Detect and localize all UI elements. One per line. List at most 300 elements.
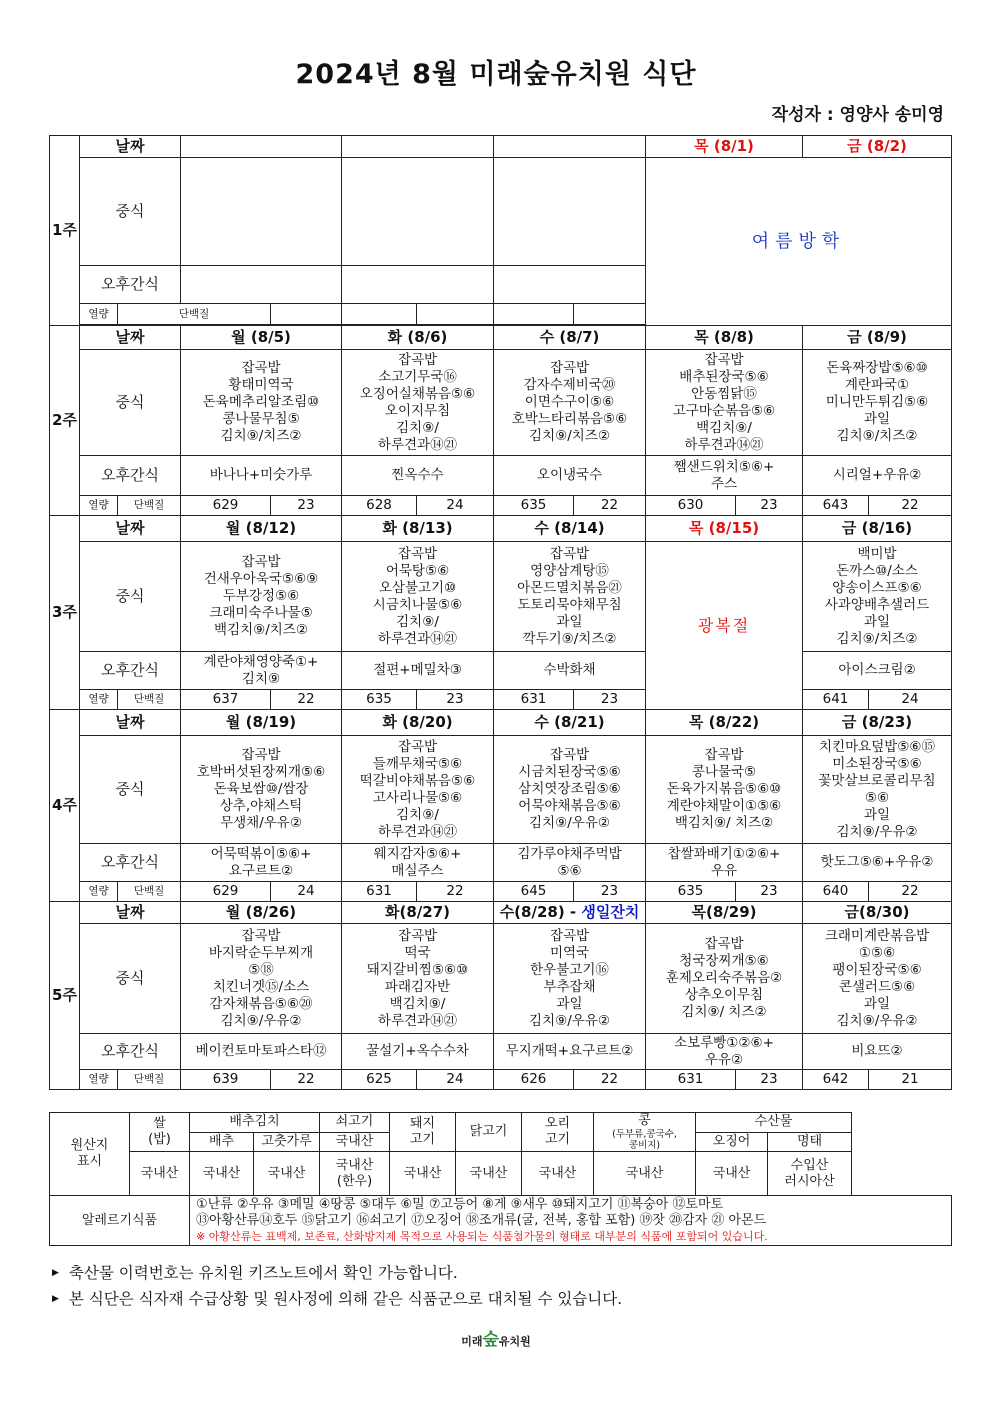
- menu-line: (밥): [148, 1132, 171, 1147]
- day-header: 목 (8/22): [646, 710, 803, 736]
- menu-line: 하루견과⑭㉑: [377, 630, 458, 647]
- protein-label: 단백질: [118, 690, 181, 710]
- menu-line: 김치⑨/우유②: [836, 823, 918, 840]
- protein-label: 단백질: [118, 304, 271, 325]
- day-header: 화 (8/6): [342, 326, 494, 350]
- menu-line: 도토리묵야채무침: [517, 596, 622, 613]
- origin-beef: 쇠고기: [320, 1113, 390, 1133]
- snack-menu: [181, 844, 342, 882]
- menu-line: 돈까스⑩/소스: [836, 562, 918, 579]
- menu-line: 시금치된장국⑤⑥: [518, 764, 621, 780]
- menu-line: ⑤⑥: [557, 862, 582, 879]
- menu-line: (두부류,콩국수,: [612, 1129, 677, 1140]
- week1-day4: 목 (8/1): [646, 136, 803, 158]
- lunch-menu: [803, 350, 952, 456]
- menu-line: 김치⑨/우유②: [220, 1012, 302, 1029]
- menu-line: 돈육짜장밥⑤⑥⑩: [826, 360, 928, 376]
- menu-line: 쨈샌드위치⑤⑥+: [673, 458, 775, 475]
- menu-line: 돈육메추리알조림⑩: [202, 394, 320, 410]
- menu-line: 호박느타리볶음⑤⑥: [511, 411, 628, 427]
- origin-bean: [594, 1113, 696, 1152]
- origin-value: 국내산: [456, 1152, 522, 1196]
- menu-line: 잡곡밥: [397, 351, 438, 368]
- menu-line: 치킨너겟⑮/소스: [212, 978, 310, 995]
- menu-line: 돈육가지볶음⑤⑥⑩: [666, 781, 782, 797]
- menu-line: 떡국: [404, 944, 431, 961]
- energy-label: 열량: [80, 882, 118, 902]
- day-header: 수(8/28) -: [499, 903, 582, 921]
- date-label: 날짜: [80, 902, 181, 924]
- menu-line: 요구르트②: [228, 862, 294, 879]
- lunch-menu: [494, 350, 646, 456]
- holiday-cell: 광복절: [646, 542, 803, 710]
- week5-label: 5주: [50, 902, 80, 1090]
- menu-line: 안동찜닭⑮: [691, 385, 757, 402]
- snack-menu: [494, 456, 646, 496]
- menu-line: 하루견과⑭㉑: [377, 823, 458, 840]
- snack-menu: [803, 652, 952, 690]
- menu-line: 찹쌀꽈배기①②⑥+: [667, 845, 781, 862]
- menu-line: 꿀설기+옥수수차: [366, 1043, 469, 1059]
- lunch-menu: [646, 736, 803, 844]
- menu-line: 원산지: [70, 1138, 109, 1153]
- menu-line: 들깨무채국⑤⑥: [372, 755, 463, 772]
- menu-line: 잡곡밥: [241, 927, 281, 944]
- lunch-menu: [181, 350, 342, 456]
- menu-line: 오이냉국수: [536, 467, 603, 483]
- menu-line: ①⑤⑥: [858, 944, 896, 961]
- kcal-value: 645: [494, 882, 574, 902]
- snack-menu: [181, 456, 342, 496]
- menu-line: 잡곡밥: [549, 927, 590, 944]
- menu-line: 감자채볶음⑤⑥⑳: [209, 995, 313, 1012]
- menu-line: 콩나물무침⑤: [222, 411, 300, 427]
- day-header: 목 (8/15): [646, 516, 803, 542]
- origin-value: [320, 1152, 390, 1196]
- kcal-value: 635: [342, 690, 417, 710]
- protein-value: 24: [869, 690, 952, 710]
- protein-label: 단백질: [118, 882, 181, 902]
- triangle-bullet-icon: ▶: [52, 1268, 59, 1278]
- lunch-label: 중식: [80, 736, 181, 844]
- logo-left: 미래: [461, 1335, 483, 1348]
- kcal-value: 643: [803, 496, 869, 516]
- menu-line: 호박버섯된장찌개⑤⑥: [196, 764, 326, 780]
- menu-line: 매실주스: [391, 862, 444, 879]
- allergy-label: 알레르기식품: [50, 1196, 190, 1246]
- lunch-menu: [803, 736, 952, 844]
- menu-line: 과일: [863, 411, 891, 427]
- day-header: 월 (8/12): [181, 516, 342, 542]
- menu-line: 바나나+미숫가루: [209, 467, 313, 483]
- snack-label: 오후간식: [80, 1034, 181, 1070]
- menu-line: 떡갈비야채볶음⑤⑥: [359, 772, 476, 789]
- allergy-line: ①난류 ②우유 ③메밀 ④땅콩 ⑤대두 ⑥밀 ⑦고등어 ⑧게 ⑨새우 ⑩돼지고기 ⑪복숭아 ⑫토마토: [196, 1196, 724, 1212]
- menu-line: 베이컨토마토파스타⑫: [195, 1043, 327, 1059]
- menu-line: 잡곡밥: [241, 554, 281, 570]
- date-label: 날짜: [80, 136, 181, 158]
- menu-line: 고구마순볶음⑤⑥: [672, 402, 776, 419]
- menu-line: 고기: [544, 1132, 571, 1147]
- menu-line: 삼치엿장조림⑤⑥: [518, 781, 621, 797]
- day-header: 목 (8/8): [646, 326, 803, 350]
- menu-line: 감자수제비국⑳: [523, 377, 616, 393]
- snack-label: 오후간식: [80, 266, 181, 304]
- day-header: 월 (8/26): [181, 902, 342, 924]
- day-header-birthday: [494, 902, 646, 924]
- date-label: 날짜: [80, 710, 181, 736]
- menu-line: 고사리나물⑤⑥: [372, 789, 463, 806]
- lunch-menu: [494, 542, 646, 652]
- menu-line: 잡곡밥: [549, 545, 590, 562]
- menu-line: 소고기무국⑯: [378, 368, 457, 385]
- menu-line: 표시: [76, 1154, 103, 1169]
- menu-line: 잡곡밥: [704, 351, 744, 368]
- note-item: [52, 1260, 622, 1286]
- snack-label: 오후간식: [80, 456, 181, 496]
- menu-line: 계란야채말이①⑤⑥: [666, 798, 782, 814]
- menu-line: 시금치나물⑤⑥: [372, 596, 463, 613]
- menu-line: 두부강정⑤⑥: [222, 588, 300, 604]
- day-header: 화(8/27): [342, 902, 494, 924]
- snack-menu: [494, 652, 646, 690]
- day-header: 목(8/29): [646, 902, 803, 924]
- menu-line: 계란파국①: [844, 377, 910, 393]
- energy-label: 열량: [80, 496, 118, 516]
- lunch-menu: [181, 736, 342, 844]
- menu-line: 하루견과⑭㉑: [684, 436, 764, 453]
- menu-line: 우유: [710, 862, 738, 879]
- menu-line: 잡곡밥: [549, 747, 590, 763]
- lunch-menu: [646, 924, 803, 1034]
- menu-line: 잡곡밥: [241, 747, 281, 763]
- menu-line: 김치⑨/우유②: [529, 1012, 610, 1029]
- menu-line: 청국장찌개⑤⑥: [679, 953, 769, 969]
- menu-line: 오징어실채볶음⑤⑥: [359, 385, 476, 402]
- day-header: 금 (8/16): [803, 516, 952, 542]
- menu-line: 수박화채: [543, 662, 596, 678]
- allergy-line: ⑬아황산류⑭호두 ⑮닭고기 ⑯쇠고기 ⑰오징어 ⑱조개류(굴, 전복, 홍합 포함) ⑲잣 ⑳감자 ㉑ 아몬드: [196, 1212, 767, 1228]
- menu-line: 잡곡밥: [241, 360, 281, 376]
- protein-label: 단백질: [118, 496, 181, 516]
- snack-menu: [494, 1034, 646, 1070]
- lunch-menu: [803, 924, 952, 1034]
- origin-squid: 오징어: [696, 1132, 768, 1152]
- kcal-value: 635: [494, 496, 574, 516]
- protein-value: 22: [271, 690, 342, 710]
- menu-line: 김치⑨/: [396, 419, 439, 436]
- lunch-label: 중식: [80, 350, 181, 456]
- lunch-menu: [342, 350, 494, 456]
- menu-line: 아몬드멸치볶음㉑: [517, 579, 622, 596]
- menu-line: 김치⑨/: [396, 806, 439, 823]
- menu-line: 콘샐러드⑤⑥: [838, 978, 916, 995]
- day-header: 금(8/30): [803, 902, 952, 924]
- protein-value: 23: [417, 690, 494, 710]
- menu-line: 소보루빵①②⑥+: [674, 1034, 774, 1051]
- origin-table: [49, 1112, 952, 1246]
- menu-line: 과일: [556, 995, 583, 1012]
- kcal-value: 629: [181, 496, 271, 516]
- energy-label: 열량: [80, 1070, 118, 1090]
- menu-line: 오이지무침: [384, 402, 451, 419]
- origin-value: 국내산: [522, 1152, 594, 1196]
- lunch-menu: [494, 736, 646, 844]
- menu-line: 미소된장국⑤⑥: [832, 755, 922, 772]
- protein-value: 22: [574, 1070, 646, 1090]
- day-header: 수 (8/7): [494, 326, 646, 350]
- menu-line: 국내산: [335, 1157, 374, 1173]
- menu-line: 꽃맛살브로콜리무침: [818, 772, 936, 789]
- kcal-value: 637: [181, 690, 271, 710]
- protein-value: 23: [574, 690, 646, 710]
- menu-line: 상추,야채스틱: [219, 798, 303, 814]
- energy-label: 열량: [80, 690, 118, 710]
- kcal-value: 631: [494, 690, 574, 710]
- week1-label: 1주: [50, 136, 80, 325]
- menu-line: 미역국: [549, 944, 590, 961]
- menu-line: ⑤⑱: [248, 961, 274, 978]
- snack-menu: [342, 1034, 494, 1070]
- menu-line: 핫도그⑤⑥+우유②: [820, 854, 934, 870]
- lunch-menu: [342, 924, 494, 1034]
- menu-line: 김치⑨/우유②: [836, 1012, 918, 1029]
- snack-menu: [803, 456, 952, 496]
- bean-note: [594, 1129, 695, 1151]
- kcal-value: 631: [646, 1070, 736, 1090]
- week2-label: 2주: [50, 326, 80, 516]
- protein-value: 22: [869, 496, 952, 516]
- note-text: 본 식단은 식자재 수급상황 및 원사정에 의해 같은 식품군으로 대치될 수 있습니다.: [68, 1290, 623, 1308]
- menu-line: 잡곡밥: [397, 927, 438, 944]
- menu-line: 크래미계란볶음밥: [824, 927, 930, 944]
- lunch-menu: [181, 924, 342, 1034]
- snack-menu: [181, 1034, 342, 1070]
- lunch-menu: [494, 924, 646, 1034]
- menu-line: 김치⑨/치즈②: [220, 428, 302, 444]
- menu-line: 양송이스프⑤⑥: [832, 579, 922, 596]
- note-item: [52, 1286, 622, 1312]
- protein-value: 23: [736, 496, 803, 516]
- menu-line: 쌀: [153, 1116, 166, 1131]
- protein-value: 22: [271, 1070, 342, 1090]
- menu-line: 어묵떡볶이⑤⑥+: [210, 845, 312, 862]
- origin-pepper: 고춧가루: [254, 1132, 320, 1152]
- menu-line: 찐옥수수: [391, 467, 444, 483]
- origin-value: 국내산: [254, 1152, 320, 1196]
- protein-value: 21: [869, 1070, 952, 1090]
- menu-line: 잡곡밥: [397, 545, 438, 562]
- snack-menu: [342, 456, 494, 496]
- origin-value: 국내산: [130, 1152, 190, 1196]
- menu-line: 절편+메밀차③: [373, 662, 462, 678]
- kcal-value: 631: [342, 882, 417, 902]
- date-label: 날짜: [80, 516, 181, 542]
- menu-line: 백김치⑨/: [389, 995, 446, 1012]
- origin-value: 국내산: [696, 1152, 768, 1196]
- menu-line: 부추잡채: [543, 978, 596, 995]
- protein-value: 23: [736, 1070, 803, 1090]
- energy-label: 열량: [80, 304, 118, 325]
- protein-label: 단백질: [118, 1070, 181, 1090]
- menu-line: ⑤⑥: [864, 789, 890, 806]
- snack-menu: [803, 1034, 952, 1070]
- day-header: 금 (8/23): [803, 710, 952, 736]
- menu-line: 잡곡밥: [704, 747, 744, 763]
- snack-menu: [646, 1034, 803, 1070]
- kcal-value: 630: [646, 496, 736, 516]
- snack-menu: [342, 844, 494, 882]
- kindergarten-logo: [0, 1325, 992, 1350]
- menu-line: 오삼불고기⑩: [378, 579, 457, 596]
- author: 작성자 : 영양사 송미영: [771, 105, 944, 125]
- kcal-value: 625: [342, 1070, 417, 1090]
- menu-line: 과일: [556, 613, 583, 630]
- protein-value: 23: [574, 882, 646, 902]
- protein-value: 22: [417, 882, 494, 902]
- menu-line: 과일: [863, 995, 891, 1012]
- kcal-value: 640: [803, 882, 869, 902]
- notes: [52, 1260, 622, 1312]
- vacation-cell: 여름방학: [646, 158, 952, 326]
- menu-line: 잡곡밥: [549, 360, 590, 376]
- lunch-menu: [803, 542, 952, 652]
- week3-label: 3주: [50, 516, 80, 710]
- menu-line: 콩나물국⑤: [691, 764, 757, 780]
- snack-menu: [181, 652, 342, 690]
- menu-line: 계란야채영양죽①+: [203, 653, 319, 670]
- origin-value: 국내산: [390, 1152, 456, 1196]
- menu-line: 팽이된장국⑤⑥: [832, 961, 922, 978]
- menu-line: 건새우아욱국⑤⑥⑨: [203, 571, 319, 587]
- origin-value: [768, 1152, 852, 1196]
- lunch-menu: [342, 542, 494, 652]
- menu-line: 무생채/우유②: [220, 815, 302, 831]
- logo-mid: 숲: [482, 1330, 499, 1350]
- protein-value: 22: [869, 882, 952, 902]
- menu-line: 상추오이무침: [684, 987, 764, 1003]
- menu-line: 잡곡밥: [397, 738, 438, 755]
- origin-value: 국내산: [190, 1152, 254, 1196]
- snack-label: 오후간식: [80, 652, 181, 690]
- protein-value: 23: [736, 882, 803, 902]
- menu-line: 백김치⑨/ 치즈②: [674, 815, 774, 831]
- protein-value: 23: [271, 496, 342, 516]
- origin-kimchi: 배추김치: [190, 1113, 320, 1133]
- day-header: 수 (8/14): [494, 516, 646, 542]
- menu-line: 훈제오리숙주볶음②: [665, 970, 783, 986]
- logo-right: 유치원: [498, 1335, 531, 1348]
- menu-line: 잡곡밥: [704, 936, 744, 952]
- menu-line: 비요뜨②: [851, 1043, 903, 1059]
- snack-menu: [494, 844, 646, 882]
- menu-line: 하루견과⑭㉑: [377, 1012, 458, 1029]
- origin-value: 국내산: [594, 1152, 696, 1196]
- menu-table: [49, 135, 952, 1090]
- menu-line: 과일: [863, 806, 891, 823]
- menu-line: 미니만두튀김⑤⑥: [825, 394, 929, 410]
- origin-cabbage: 배추: [190, 1132, 254, 1152]
- origin-pollack: 명태: [768, 1132, 852, 1152]
- menu-line: 김치⑨: [241, 670, 281, 687]
- menu-line: 김치⑨/치즈②: [529, 428, 610, 444]
- week4-label: 4주: [50, 710, 80, 902]
- birthday-label: 생일잔치: [581, 903, 640, 921]
- lunch-label: 중식: [80, 542, 181, 652]
- origin-duck: [522, 1113, 594, 1152]
- menu-line: 콩비지): [628, 1140, 661, 1151]
- protein-value: 22: [574, 496, 646, 516]
- snack-label: 오후간식: [80, 844, 181, 882]
- kcal-value: 629: [181, 882, 271, 902]
- kcal-value: 642: [803, 1070, 869, 1090]
- date-label: 날짜: [80, 326, 181, 350]
- lunch-label: 중식: [80, 924, 181, 1034]
- menu-line: 어묵야채볶음⑤⑥: [518, 798, 621, 814]
- menu-line: 백김치⑨/치즈②: [214, 622, 308, 638]
- menu-line: 김치⑨/치즈②: [836, 630, 918, 647]
- snack-menu: [342, 652, 494, 690]
- day-header: 금 (8/9): [803, 326, 952, 350]
- kcal-value: 628: [342, 496, 417, 516]
- menu-line: 배추된장국⑤⑥: [679, 368, 769, 385]
- lunch-menu: [646, 350, 803, 456]
- snack-menu: [646, 456, 803, 496]
- day-header: 수 (8/21): [494, 710, 646, 736]
- menu-line: 크래미숙주나물⑤: [209, 605, 313, 621]
- menu-line: 황태미역국: [228, 377, 294, 393]
- lunch-menu: [181, 542, 342, 652]
- protein-value: 24: [417, 1070, 494, 1090]
- menu-line: 한우불고기⑯: [530, 961, 609, 978]
- kcal-value: 626: [494, 1070, 574, 1090]
- kcal-value: 635: [646, 882, 736, 902]
- menu-line: 주스: [710, 475, 738, 492]
- allergy-list: [190, 1196, 952, 1246]
- menu-line: 러시아산: [784, 1173, 835, 1189]
- origin-seafood: 수산물: [696, 1113, 852, 1133]
- week1-day5: 금 (8/2): [803, 136, 952, 158]
- page-title: 2024년 8월 미래숲유치원 식단: [295, 59, 697, 90]
- week1-date-row: [50, 136, 952, 158]
- origin-beef-domestic: 국내산: [320, 1132, 390, 1152]
- menu-line: 바지락순두부찌개: [208, 944, 314, 961]
- snack-menu: [803, 844, 952, 882]
- menu-line: 어묵탕⑤⑥: [385, 562, 450, 579]
- menu-line: 돼지: [409, 1116, 436, 1131]
- menu-line: 파래김자반: [384, 978, 451, 995]
- menu-line: 사과양배추샐러드: [824, 596, 930, 613]
- menu-line: 백미밥: [857, 545, 897, 562]
- menu-line: 고기: [409, 1132, 436, 1147]
- menu-line: 돼지갈비찜⑤⑥⑩: [366, 961, 469, 978]
- menu-line: 치킨마요덮밥⑤⑥⑮: [819, 738, 935, 755]
- snack-menu: [646, 844, 803, 882]
- menu-line: 김치⑨/우유②: [529, 815, 610, 831]
- menu-line: 무지개떡+요구르트②: [505, 1043, 634, 1059]
- origin-label: [50, 1113, 130, 1196]
- origin-rice: [130, 1113, 190, 1152]
- menu-line: 수입산: [790, 1157, 829, 1173]
- menu-line: 김치⑨/ 치즈②: [681, 1004, 767, 1020]
- kcal-value: 641: [803, 690, 869, 710]
- menu-line: 오리: [544, 1116, 571, 1131]
- protein-value: 24: [417, 496, 494, 516]
- menu-line: 김치⑨/치즈②: [836, 428, 918, 444]
- day-header: 월 (8/19): [181, 710, 342, 736]
- menu-line: 시리얼+우유②: [832, 467, 922, 483]
- menu-line: 김치⑨/: [396, 613, 439, 630]
